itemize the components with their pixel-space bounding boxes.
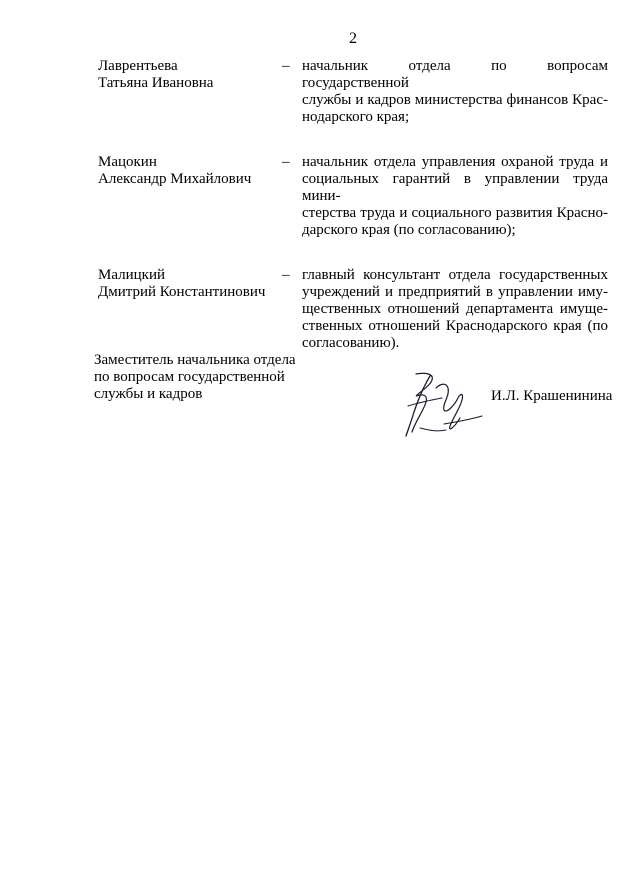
signatory-name: И.Л. Крашенинина	[491, 388, 613, 404]
signatory-title-line: Заместитель начальника отдела	[94, 352, 296, 368]
member-entry	[98, 154, 618, 239]
member-surname: Малицкий	[98, 267, 166, 283]
position-line: начальник отдела по вопросам государственной	[302, 58, 608, 91]
position-line: дарского края (по согласованию);	[302, 222, 516, 238]
signatory-title-line: по вопросам государственной	[94, 369, 285, 385]
position-line: социальных гарантий в управлении труда мини-	[302, 171, 608, 204]
position-line: службы и кадров министерства финансов Крас-	[302, 92, 608, 108]
member-given-names: Татьяна Ивановна	[98, 75, 214, 91]
page-number: 2	[349, 30, 357, 47]
member-position	[302, 154, 608, 239]
member-entry	[98, 267, 618, 352]
member-position	[302, 267, 608, 352]
member-surname: Лаврентьева	[98, 58, 178, 74]
member-given-names: Дмитрий Константинович	[98, 284, 266, 300]
member-position	[302, 58, 608, 126]
position-line: согласованию).	[302, 335, 400, 351]
position-line: щественных отношений департамента имуще-	[302, 301, 608, 317]
member-entry	[98, 58, 618, 126]
position-line: стерства труда и социального развития Красно-	[302, 205, 608, 221]
handwritten-signature	[402, 366, 486, 442]
position-line: начальник отдела управления охраной труда и	[302, 154, 608, 170]
dash-separator: –	[282, 154, 290, 170]
dash-separator: –	[282, 58, 290, 74]
member-given-names: Александр Михайлович	[98, 171, 252, 187]
position-line: главный консультант отдела государственных	[302, 267, 608, 283]
position-line: учреждений и предприятий в управлении иму-	[302, 284, 608, 300]
member-name	[98, 58, 282, 92]
dash-separator: –	[282, 267, 290, 283]
commission-members-list	[98, 58, 618, 352]
member-name	[98, 154, 282, 188]
signatory-title-line: службы и кадров	[94, 386, 203, 402]
member-name	[98, 267, 282, 301]
member-surname: Мацокин	[98, 154, 157, 170]
position-line: ственных отношений Краснодарского края (по	[302, 318, 608, 334]
position-line: нодарского края;	[302, 109, 410, 125]
